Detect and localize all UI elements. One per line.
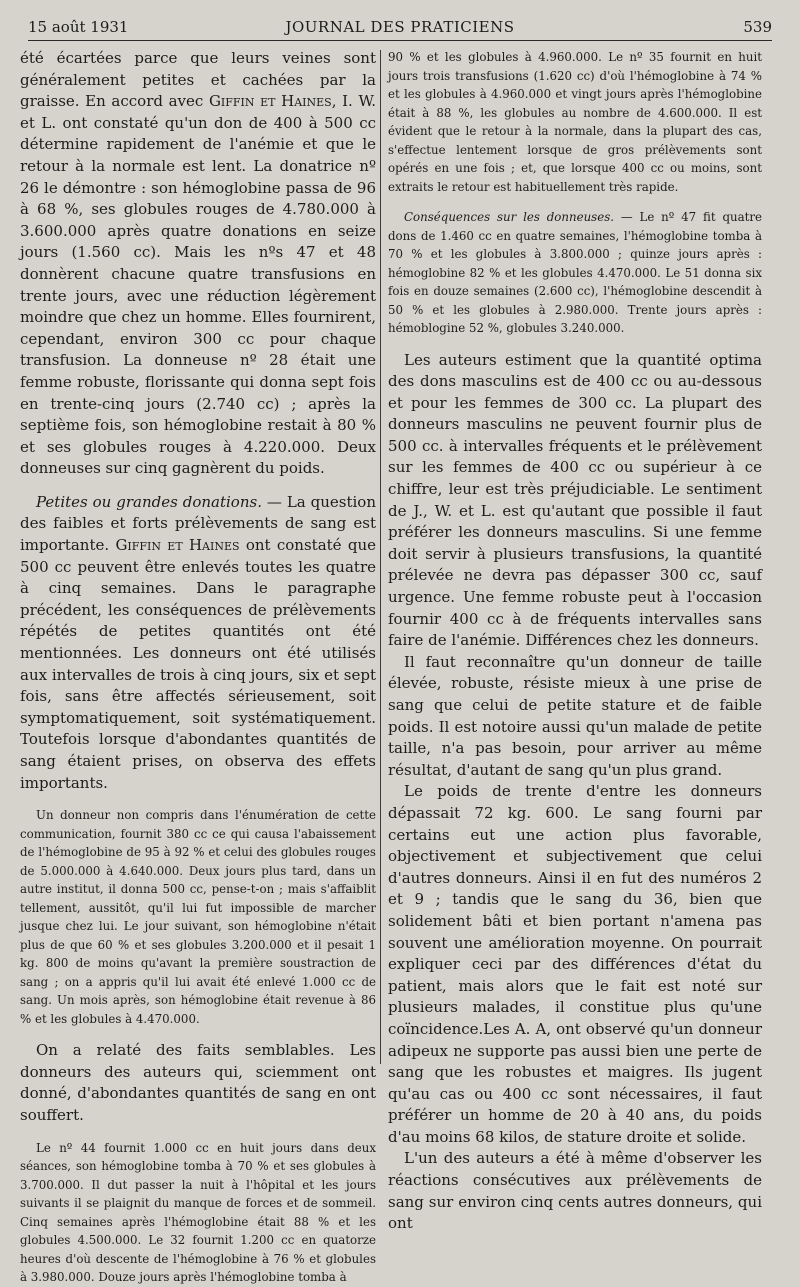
journal-title: JOURNAL DES PRATICIENS	[285, 18, 515, 36]
case-note	[388, 208, 762, 338]
text-run: , I. W. et L. ont constaté qu'un don de 400 à 500 cc détermine rapidement de l'anémie et que le retour à la normale est lent. La donatrice nº 26 le démontre : son hémoglobine passa de 96 à 68 %, ses globules rouges de 4.780.000 à 3.600.000 après quatre donations en seize jours (1.560 cc). Mais les nºs 47 et 48 donnèrent chacune quatre transfusions en trente jours, avec une réduction légèrement moindre que chez un homme. Elles fournirent, cependant, environ 300 cc pour chaque transfusion. La donneuse nº 28 était une femme robuste, florissante qui donna sept fois en trente-cinq jours (2.740 cc) ; après la septième fois, son hémoglobine restait à 80 % et ses globules rouges à 4.220.000. Deux donneuses sur cinq gagnèrent du poids.	[20, 92, 377, 478]
paragraph: On a relaté des faits semblables. Les donneurs des auteurs qui, sciemment ont donné, d'abondantes quantités de sang en ont souffert.	[20, 1041, 376, 1124]
paragraph	[20, 48, 376, 480]
paragraph: Les auteurs estiment que la quantité optima des dons masculins est de 400 cc ou au-dessous et pour les femmes de 300 cc. La plupart des donneurs masculins ne peuvent fournir plus de 500 cc. à intervalles fréquents et le prélèvement sur les femmes de 400 cc ou supérieur à ce chiffre, leur est très préjudiciable. Le sentiment de J., W. et L. est qu'autant que possible il faut préférer les donneurs masculins. Si une femme doit servir à plusieurs transfusions, la quantité prélevée ne devra pas dépasser 300 cc, sauf urgence. Une femme robuste peut à l'occasion fournir 400 cc à de fréquents intervalles sans faire de l'anémie. Différences chez les donneurs.	[388, 350, 762, 650]
issue-date: 15 août 1931	[28, 18, 129, 36]
right-column	[388, 48, 762, 1235]
paragraph	[20, 492, 376, 794]
column-divider	[380, 50, 381, 1064]
author-names: Giffin et Haines	[208, 92, 332, 111]
case-note: Le nº 44 fournit 1.000 cc en huit jours dans deux séances, son hémoglobine tomba à 70 % et ses globules à 3.700.000. Il dut passer la nuit à l'hôpital et les jours suivants il se plaignit du manque de forces et de sommeil. Cinq semaines après l'hémoglobine était 88 % et les globules 4.500.000. Le 32 fournit 1.200 cc en quatorze heures d'où descente de l'hémoglobine à 76 % et globules à 3.980.000. Douze jours après l'hémoglobine tomba à	[20, 1140, 376, 1285]
section-heading: Conséquences sur les donneuses.	[404, 210, 615, 224]
text-run: — La question des faibles et forts prélèvements de sang est importante.	[20, 492, 376, 555]
page-number: 539	[743, 18, 772, 36]
text-run: — Le nº 47 fit quatre dons de 1.460 cc en quatre semaines, l'hémoglobine tomba à 70 % et les globules à 3.800.000 ; quinze jours après : hémoglobine 82 % et les globules 4.470.000. Le 51 donna six fois en douze semaines (2.600 cc), l'hémoglobine descendit à 50 % et les globules à 2.980.000. Trente jours après : hémoblogine 52 %, globules 3.240.000.	[388, 210, 763, 335]
case-note: Un donneur non compris dans l'énumération de cette communication, fournit 380 cc ce qui causa l'abaissement de l'hémoglobine de 95 à 92 % et celui des globules rouges de 5.000.000 à 4.640.000. Deux jours plus tard, dans un autre institut, il donna 500 cc, pense-t-on ; mais s'affaiblit tellement, aussitôt, qu'il lui fut impossible de marcher jusque chez lui. Le jour suivant, son hémoglobine n'était plus de que 60 % et ses globules 3.200.000 et il pesait 1 kg. 800 de moins qu'avant la première soustraction de sang ; on a appris qu'il lui avait été enlevé 1.000 cc de sang. Un mois après, son hémoglobine était revenue à 86 % et les globules à 4.470.000.	[20, 808, 376, 1026]
text-run: ont constaté que 500 cc peuvent être enlevés toutes les quatre à cinq semaines. Dans le paragraphe précédent, les conséquences de prélèvements répétés de petites quantités ont été mentionnées. Les donneurs ont été utilisés aux intervalles de trois à cinq jours, six et sept fois, sans être affectés sérieusement, soit symptomatiquement, soit systématiquement. Toutefois lorsque d'abondantes quantités de sang étaient prises, on observa des effets importants.	[20, 536, 376, 792]
author-names: Giffin et Haines	[115, 536, 240, 555]
paragraph: Le poids de trente d'entre les donneurs dépassait 72 kg. 600. Le sang fourni par certains eut une action plus favorable, objectivement et subjectivement que celui d'autres donneurs. Ainsi il en fut des numéros 2 et 9 ; tandis que le sang du 36, bien que solidement bâti et bien portant n'amena pas souvent une amélioration moyenne. On pourrait expliquer ceci par des différences d'état du patient, mais alors que le fait est noté sur plusieurs malades, il constitue plus qu'une coïncidence.Les A. A, ont observé qu'un donneur adipeux ne supporte pas aussi bien une perte de sang que les robustes et maigres. Ils jugent qu'au cas ou 400 cc sont nécessaires, il faut préférer un homme de 20 à 40 ans, du poids d'au moins 68 kilos, de stature droite et solide.	[388, 782, 762, 1146]
running-header	[28, 14, 772, 41]
case-note: 90 % et les globules à 4.960.000. Le nº 35 fournit en huit jours trois transfusions (1.620 cc) d'où l'hémoglobine à 74 % et les globules à 4.960.000 et vingt jours après l'hémoglobine était à 88 %, les globules au nombre de 4.600.000. Il est évident que le retour à la normale, dans la plupart des cas, s'effectue lentement lorsque de gros prélèvements sont opérés en une fois ; et, que lorsque 400 cc ou moins, sont extraits le retour est habituellement très rapide.	[388, 50, 762, 194]
section-heading: Petites ou grandes donations.	[36, 492, 262, 511]
left-column	[20, 48, 376, 1287]
text-run: été écartées parce que leurs veines sont généralement petites et cachées par la graisse. En accord avec	[20, 49, 376, 111]
paragraph: L'un des auteurs a été à même d'observer les réactions consécutives aux prélèvements de sang sur environ cinq cents autres donneurs, qui ont	[388, 1149, 762, 1233]
paragraph: Il faut reconnaître qu'un donneur de taille élevée, robuste, résiste mieux à une prise de sang que celui de petite stature et de faible poids. Il est notoire aussi qu'un malade de petite taille, n'a pas besoin, pour arriver au même résultat, d'autant de sang qu'un plus grand.	[388, 652, 762, 779]
